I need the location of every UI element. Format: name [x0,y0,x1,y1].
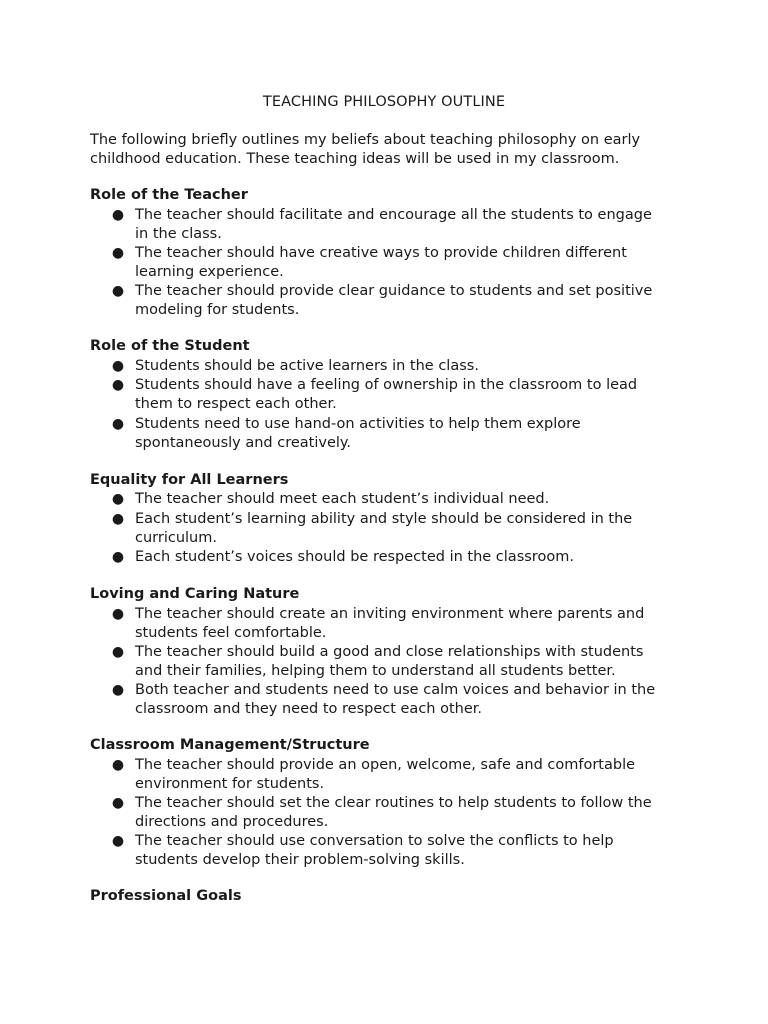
list-item-line: Students should be active learners in the class. [135,358,479,374]
list-item-line: The teacher should provide clear guidance to students and set positive [135,283,653,299]
list-item-line: The teacher should build a good and close relationships with students [135,644,644,660]
bullet-icon: ● [111,833,125,849]
bullet-icon: ● [111,757,125,773]
bullet-icon: ● [111,682,125,698]
bullet-icon: ● [111,358,125,374]
section-heading-role-of-teacher: Role of the Teacher [90,187,248,203]
intro-line: The following briefly outlines my beliefs about teaching philosophy on early [90,132,641,148]
section-heading-equality: Equality for All Learners [90,472,289,488]
list-item-line: directions and procedures. [135,814,329,830]
intro-paragraph [90,131,690,169]
list-item-line: Students need to use hand-on activities to help them explore [135,416,581,432]
list-item-line: spontaneously and creatively. [135,435,352,451]
bullet-icon: ● [111,245,125,261]
list-item-line: The teacher should use conversation to solve the conflicts to help [135,833,614,849]
list-item-line: The teacher should have creative ways to provide children different [135,245,627,261]
list-item-line: students feel comfortable. [135,625,327,641]
list-item-line: Each student’s voices should be respected in the classroom. [135,549,574,565]
bullet-icon: ● [111,283,125,299]
bullet-icon: ● [111,377,125,393]
list-item-line: The teacher should meet each student’s individual need. [135,491,550,507]
bullet-icon: ● [111,511,125,527]
bullet-icon: ● [111,549,125,565]
list-item-line: classroom and they need to respect each other. [135,701,482,717]
list-item-line: Each student’s learning ability and style should be considered in the [135,511,633,527]
list-item-line: and their families, helping them to understand all students better. [135,663,616,679]
list-item-line: Students should have a feeling of ownership in the classroom to lead [135,377,638,393]
section-heading-professional-goals: Professional Goals [90,888,242,904]
list-item-line: The teacher should facilitate and encourage all the students to engage [135,207,652,223]
list-item-line: modeling for students. [135,302,300,318]
bullet-icon: ● [111,644,125,660]
list-item-line: Both teacher and students need to use calm voices and behavior in the [135,682,656,698]
list-item-line: The teacher should provide an open, welcome, safe and comfortable [135,757,636,773]
bullet-icon: ● [111,416,125,432]
list-item-line: The teacher should set the clear routines to help students to follow the [135,795,652,811]
list-item-line: learning experience. [135,264,284,280]
section-heading-loving-caring: Loving and Caring Nature [90,586,300,602]
list-item-line: The teacher should create an inviting environment where parents and [135,606,645,622]
section-heading-classroom-management: Classroom Management/Structure [90,737,370,753]
bullet-icon: ● [111,207,125,223]
list-item-line: students develop their problem-solving skills. [135,852,465,868]
list-item-line: in the class. [135,226,222,242]
document-title: TEACHING PHILOSOPHY OUTLINE [262,94,506,110]
list-item-line: curriculum. [135,530,217,546]
list-item-line: environment for students. [135,776,325,792]
bullet-icon: ● [111,491,125,507]
intro-line: childhood education. These teaching ideas will be used in my classroom. [90,151,620,167]
bullet-icon: ● [111,795,125,811]
list-item-line: them to respect each other. [135,396,337,412]
bullet-icon: ● [111,606,125,622]
section-heading-role-of-student: Role of the Student [90,338,250,354]
